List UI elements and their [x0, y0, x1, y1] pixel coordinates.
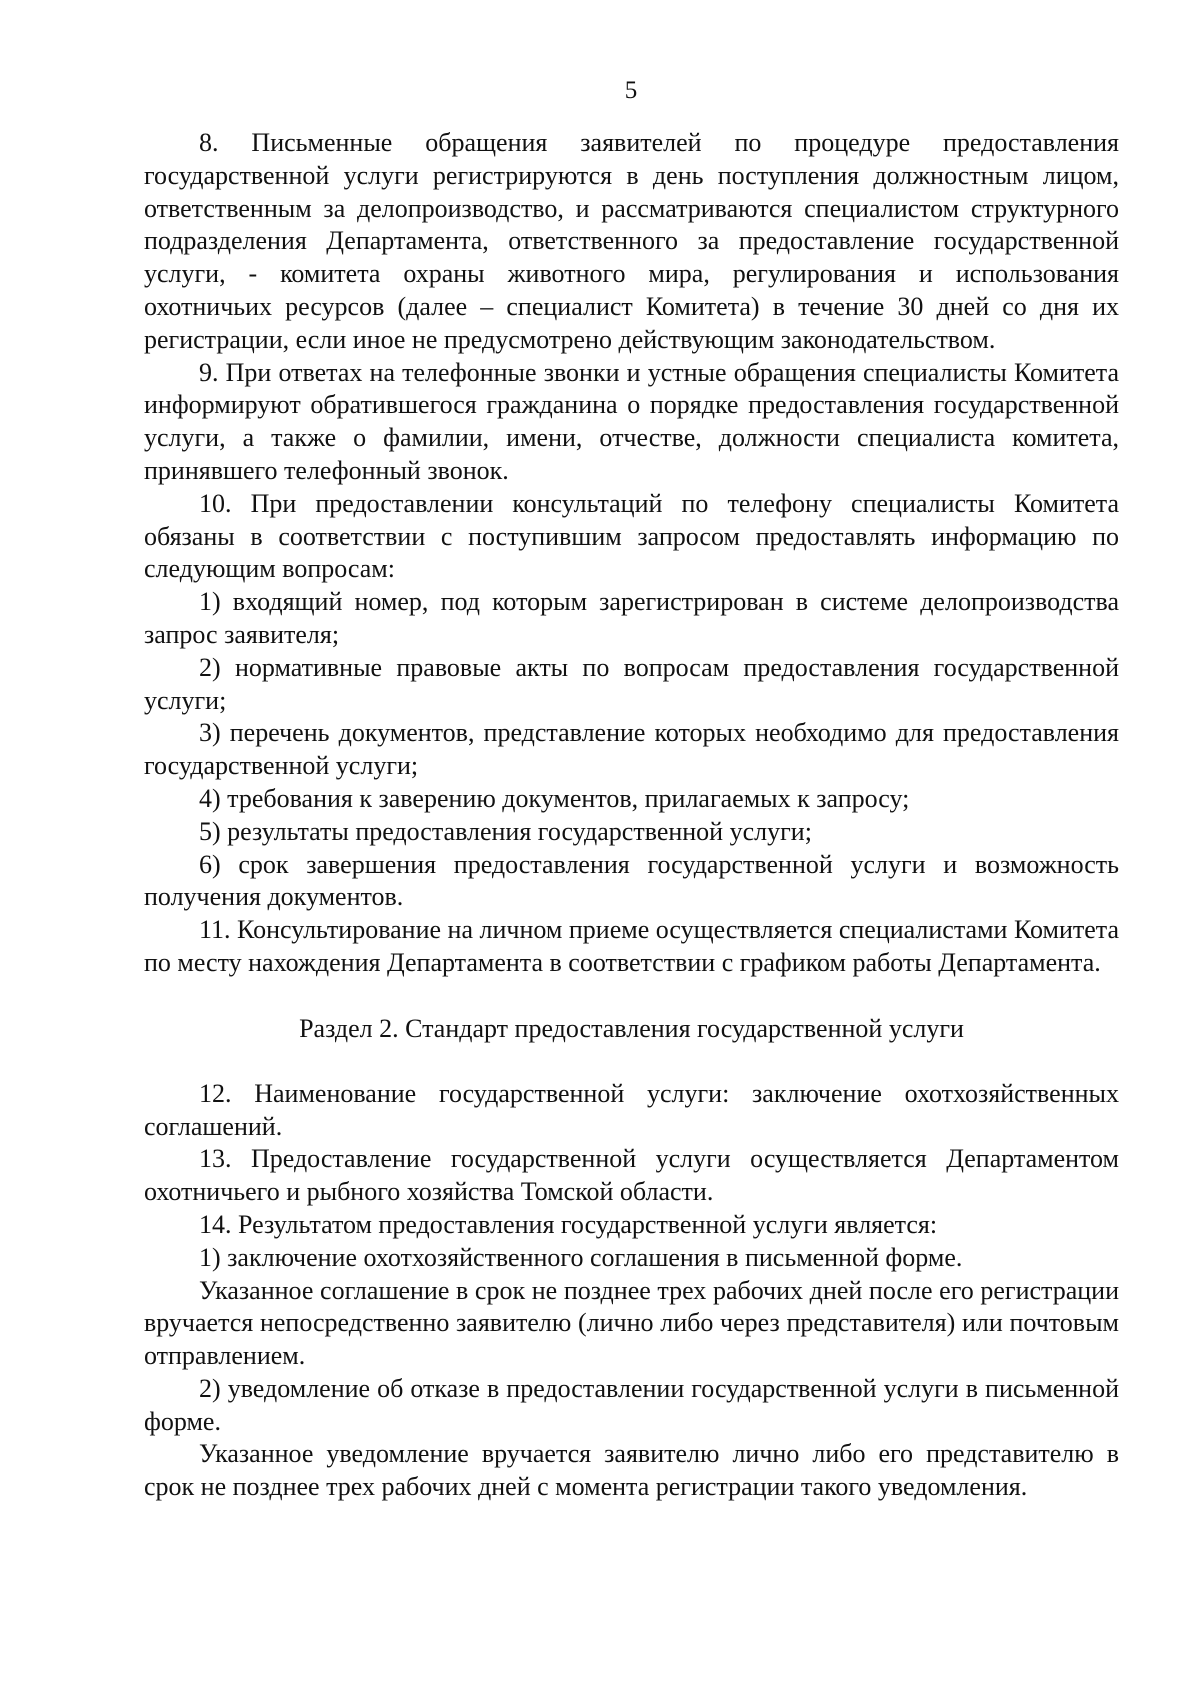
list-item-2: 2) нормативные правовые акты по вопросам предоставления государственной услуги;	[144, 652, 1119, 715]
paragraph-11: 11. Консультирование на личном приеме осуществляется специалистами Комитета по месту нахождения Департамента в соответствии с графиком работы Департамента.	[144, 915, 1119, 977]
list-item-3: 3) перечень документов, представление которых необходимо для предоставления государственной услуги;	[144, 718, 1119, 781]
list-item-4: 4) требования к заверению документов, прилагаемых к запросу;	[199, 783, 910, 813]
result-item-2: 2) уведомление об отказе в предоставлении государственной услуги в письменной форме.	[144, 1373, 1119, 1436]
paragraph-9: 9. При ответах на телефонные звонки и устные обращения специалисты Комитета информируют обратившегося гражданина о порядке предоставления государственной услуги, а также о фамилии, имени, отчестве, должности специалиста комитета, принявшего телефонный звонок.	[144, 357, 1119, 485]
list-item-5: 5) результаты предоставления государственной услуги;	[199, 816, 812, 846]
paragraph-10: 10. При предоставлении консультаций по телефону специалисты Комитета обязаны в соответствии с поступившим запросом предоставлять информацию по следующим вопросам:	[144, 488, 1119, 584]
paragraph-13: 13. Предоставление государственной услуги осуществляется Департаментом охотничьего и рыбного хозяйства Томской области.	[144, 1144, 1119, 1207]
list-item-1: 1) входящий номер, под которым зарегистрирован в системе делопроизводства запрос заявителя;	[144, 587, 1119, 649]
notice-delivery-text: Указанное уведомление вручается заявителю лично либо его представителю в срок не позднее трех рабочих дней с момента регистрации такого уведомления.	[144, 1439, 1119, 1502]
section-heading: Раздел 2. Стандарт предоставления государственной услуги	[299, 1013, 964, 1043]
result-item-1: 1) заключение охотхозяйственного соглашения в письменной форме.	[199, 1242, 963, 1272]
paragraph-12: 12. Наименование государственной услуги: заключение охотхозяйственных соглашений.	[144, 1078, 1119, 1141]
document-body	[144, 127, 1119, 1504]
agreement-delivery-text: Указанное соглашение в срок не позднее трех рабочих дней после его регистрации вручается непосредственно заявителю (лично либо через представителя) или почтовым отправлением.	[144, 1275, 1119, 1371]
list-item-6: 6) срок завершения предоставления государственной услуги и возможность получения документов.	[144, 849, 1119, 912]
paragraph-8: 8. Письменные обращения заявителей по процедуре предоставления государственной услуги регистрируются в день поступления должностным лицом, ответственным за делопроизводство, и рассматриваются специалистом структурного подразделения Департамента, ответственного за предоставление государственной услуги, - комитета охраны животного мира, регулирования и использования охотничьих ресурсов (далее – специалист Комитета) в течение 30 дней со дня их регистрации, если иное не предусмотрено действующим законодательством.	[144, 128, 1119, 354]
page-number: 5	[624, 77, 638, 104]
paragraph-14: 14. Результатом предоставления государственной услуги является:	[199, 1209, 938, 1239]
